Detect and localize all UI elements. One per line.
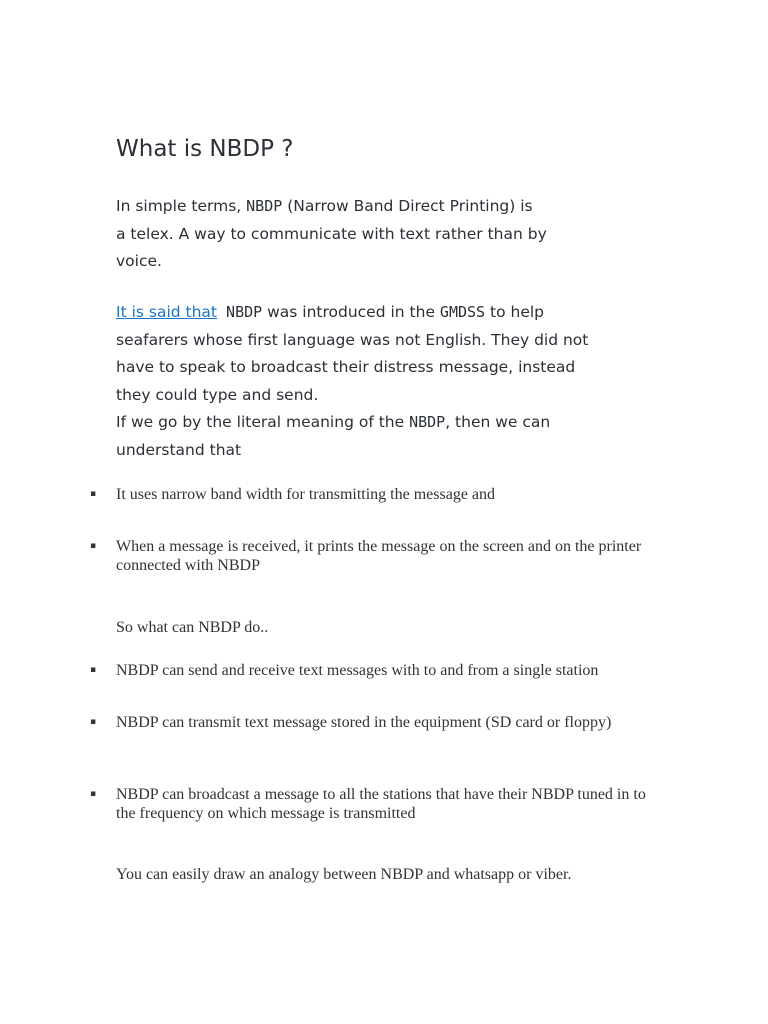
list-item-text: When a message is received, it prints the message on the screen and on the printer connected with NBDP <box>116 538 642 574</box>
intro-paragraph <box>116 193 676 276</box>
history-text: If we go by the literal meaning of the <box>116 413 410 431</box>
history-line-3: have to speak to broadcast their distress message, instead <box>116 358 576 376</box>
history-text: was introduced in the <box>262 303 440 321</box>
capabilities-heading: So what can NBDP do.. <box>116 619 269 636</box>
intro-line-1 <box>116 193 676 221</box>
history-text: to help <box>485 303 544 321</box>
history-text: , then we can <box>445 413 551 431</box>
bullet-icon: ▪ <box>90 489 97 499</box>
intro-text: (Narrow Band Direct Printing) is <box>282 197 533 215</box>
bullet-icon: ▪ <box>90 789 97 799</box>
history-acronym-gmdss: GMDSS <box>439 303 486 321</box>
intro-line-3: voice. <box>116 252 162 270</box>
it-is-said-that-link[interactable]: It is said that <box>116 303 218 321</box>
intro-acronym: NBDP <box>246 197 283 215</box>
page-title: What is NBDP ? <box>116 136 294 162</box>
bullet-icon: ▪ <box>90 665 97 675</box>
intro-text: In simple terms, <box>116 197 247 215</box>
list-item-text: NBDP can transmit text message stored in the equipment (SD card or floppy) <box>116 714 612 731</box>
history-acronym: NBDP <box>217 303 263 321</box>
closing-paragraph: You can easily draw an analogy between NBDP and whatsapp or viber. <box>116 866 572 883</box>
history-line-4: they could type and send. <box>116 385 319 404</box>
history-line-5 <box>116 409 676 437</box>
list-item-text: NBDP can broadcast a message to all the stations that have their NBDP tuned in to the frequency on which message is transmitted <box>116 786 646 822</box>
intro-line-2: a telex. A way to communicate with text rather than by <box>116 224 547 243</box>
history-acronym: NBDP <box>409 413 446 431</box>
history-line-6: understand that <box>116 440 242 459</box>
history-line-1 <box>116 299 676 327</box>
history-line-2: seafarers whose first language was not English. They did not <box>116 330 589 349</box>
history-paragraph <box>116 299 676 464</box>
bullet-icon: ▪ <box>90 541 97 551</box>
list-item-text: It uses narrow band width for transmitting the message and <box>116 486 496 503</box>
bullet-icon: ▪ <box>90 717 97 727</box>
list-item-text: NBDP can send and receive text messages with to and from a single station <box>116 662 599 679</box>
